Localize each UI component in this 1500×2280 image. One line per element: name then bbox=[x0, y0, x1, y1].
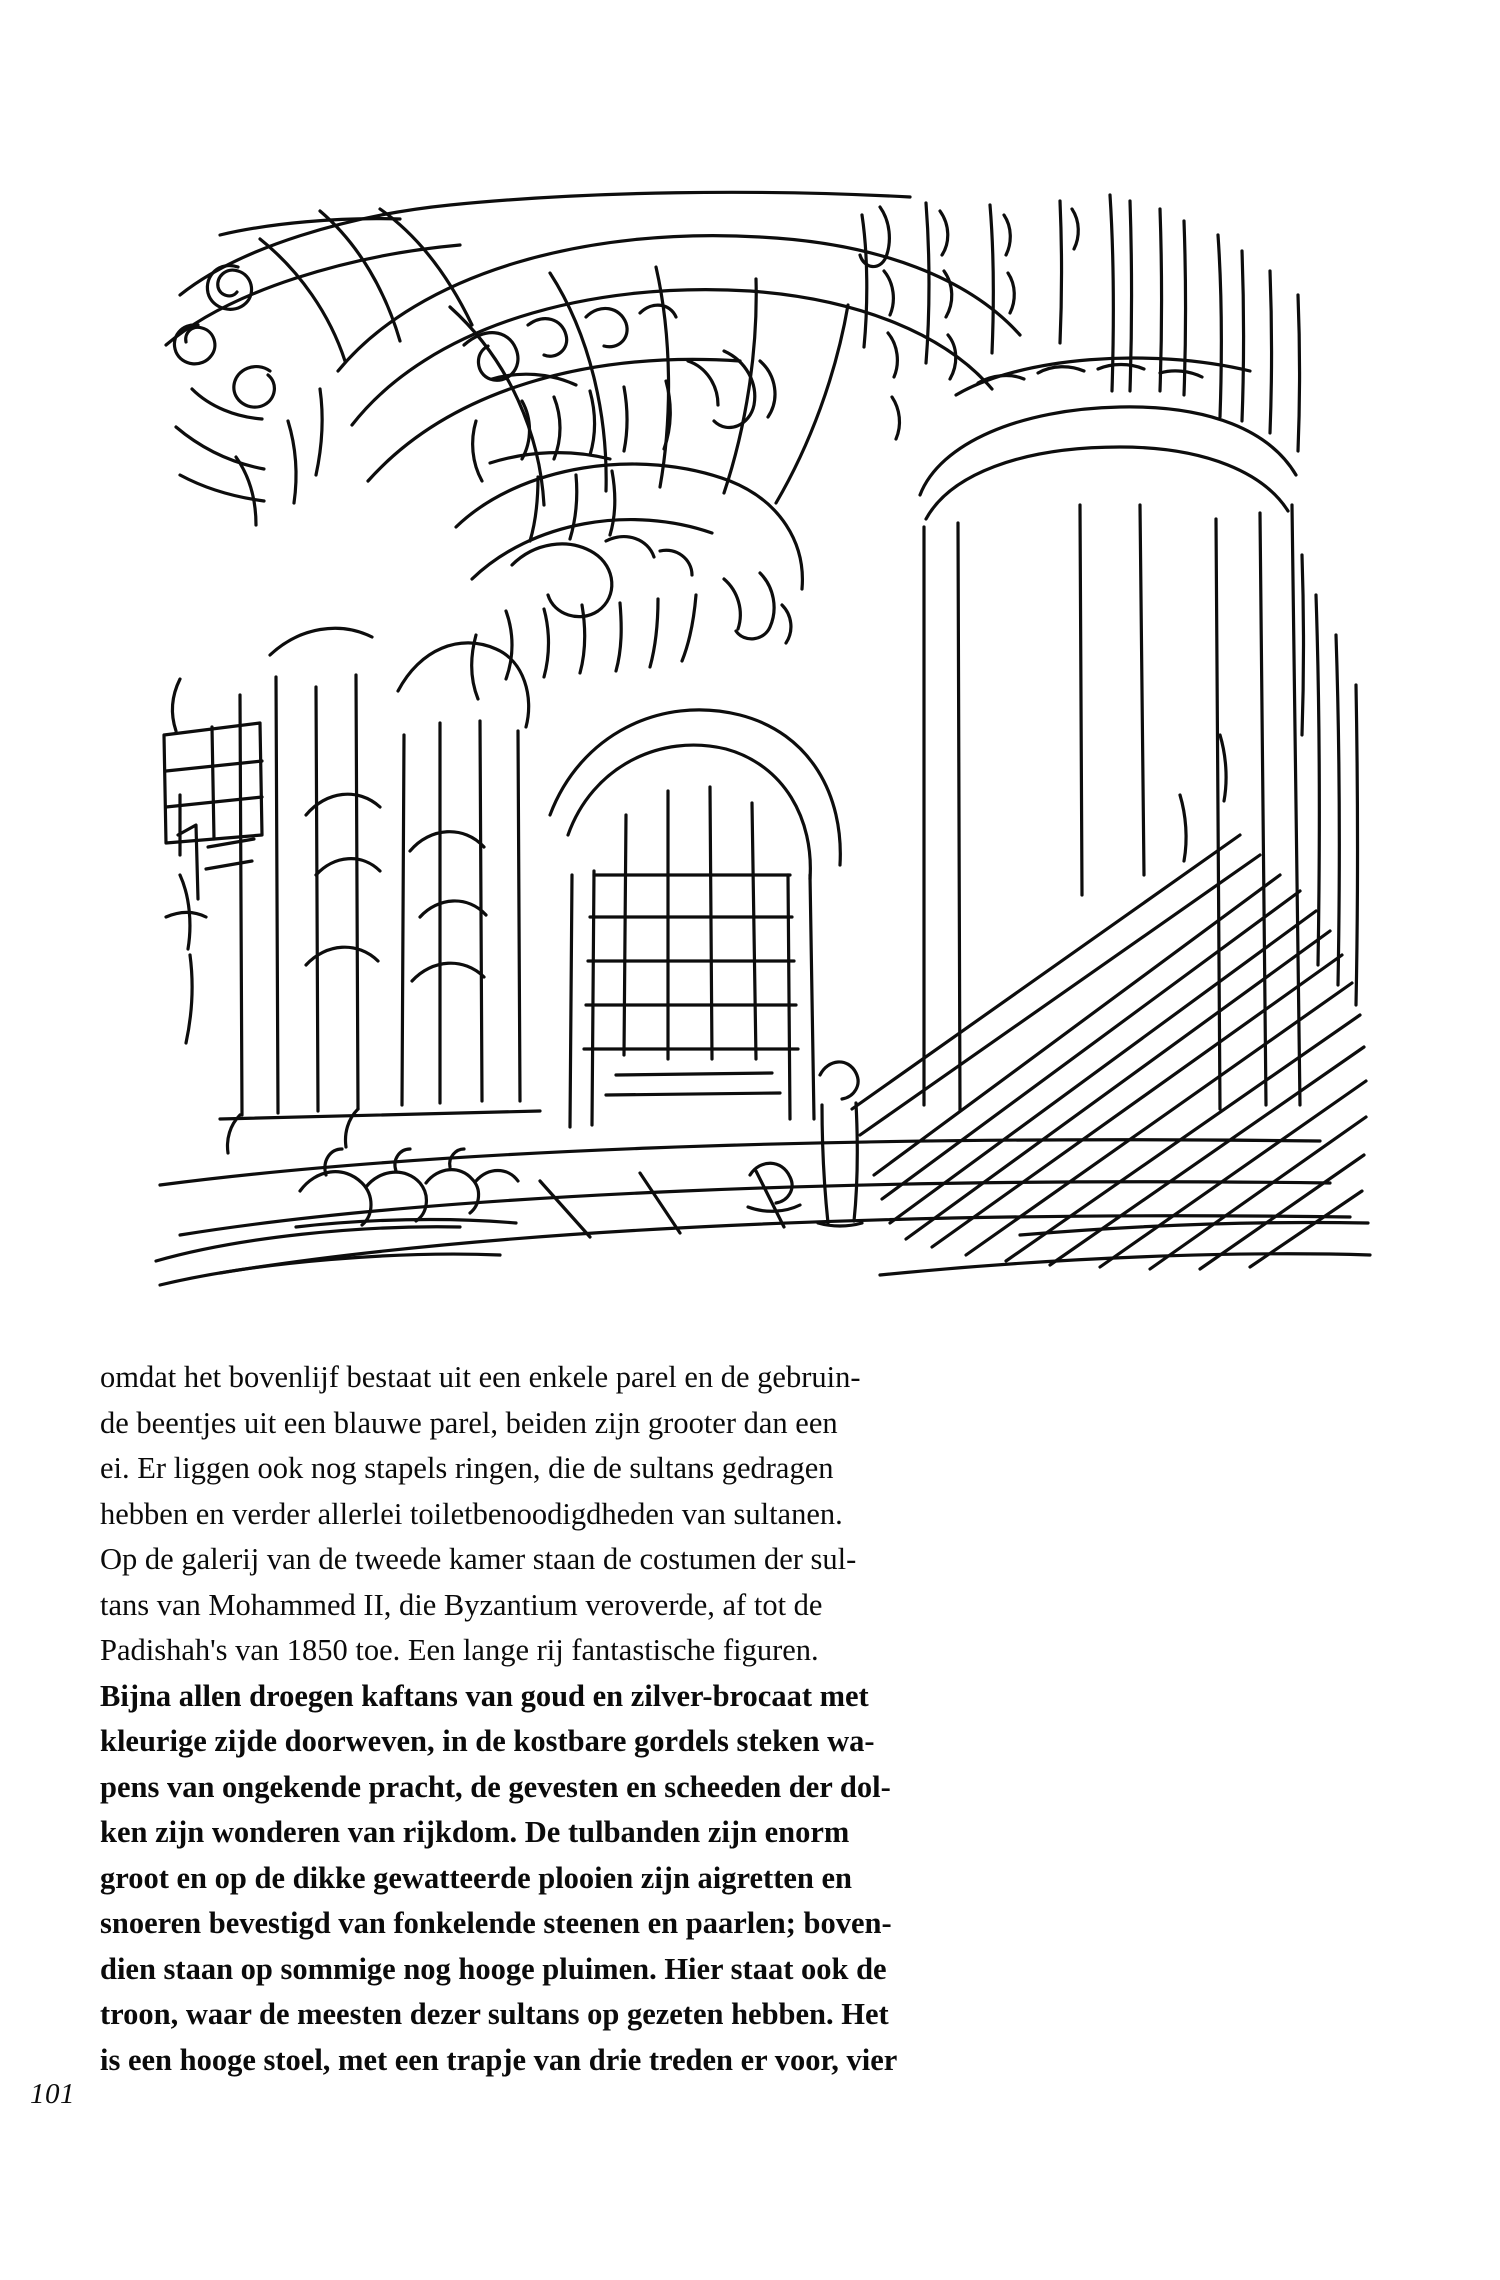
text-line: ken zijn wonderen van rijkdom. De tulbanden zijn enorm bbox=[100, 1815, 850, 1849]
text-line: Padishah's van 1850 toe. Een lange rij fantastische figuren. bbox=[100, 1633, 819, 1667]
paragraph bbox=[100, 1355, 1170, 2083]
text-line: kleurige zijde doorweven, in de kostbare gordels steken wa- bbox=[100, 1724, 875, 1758]
page-number: 101 bbox=[30, 2078, 75, 2110]
body-text bbox=[100, 1355, 1170, 2083]
text-line: Op de galerij van de tweede kamer staan de costumen der sul- bbox=[100, 1542, 857, 1576]
text-line: ei. Er liggen ook nog stapels ringen, die de sultans gedragen bbox=[100, 1451, 834, 1485]
illustration-mosque-interior bbox=[120, 175, 1380, 1325]
text-line: groot en op de dikke gewatteerde plooien zijn aigretten en bbox=[100, 1860, 852, 1895]
text-line: is een hooge stoel, met een trapje van drie treden er voor, vier bbox=[100, 2042, 898, 2077]
text-line: troon, waar de meesten dezer sultans op gezeten hebben. Het bbox=[100, 1997, 889, 2031]
text-line: Bijna allen droegen kaftans van goud en zilver-brocaat met bbox=[100, 1678, 869, 1713]
text-line: hebben en verder allerlei toiletbenoodigdheden van sultanen. bbox=[100, 1496, 843, 1531]
text-line: tans van Mohammed II, die Byzantium veroverde, af tot de bbox=[100, 1587, 823, 1622]
text-line: omdat het bovenlijf bestaat uit een enkele parel en de gebruin- bbox=[100, 1360, 861, 1394]
text-line: snoeren bevestigd van fonkelende steenen en paarlen; boven- bbox=[100, 1906, 892, 1940]
text-line: pens van ongekende pracht, de gevesten en scheeden der dol- bbox=[100, 1769, 891, 1804]
text-line: dien staan op sommige nog hooge pluimen. Hier staat ook de bbox=[100, 1951, 887, 1986]
text-line: de beentjes uit een blauwe parel, beiden zijn grooter dan een bbox=[100, 1405, 838, 1440]
